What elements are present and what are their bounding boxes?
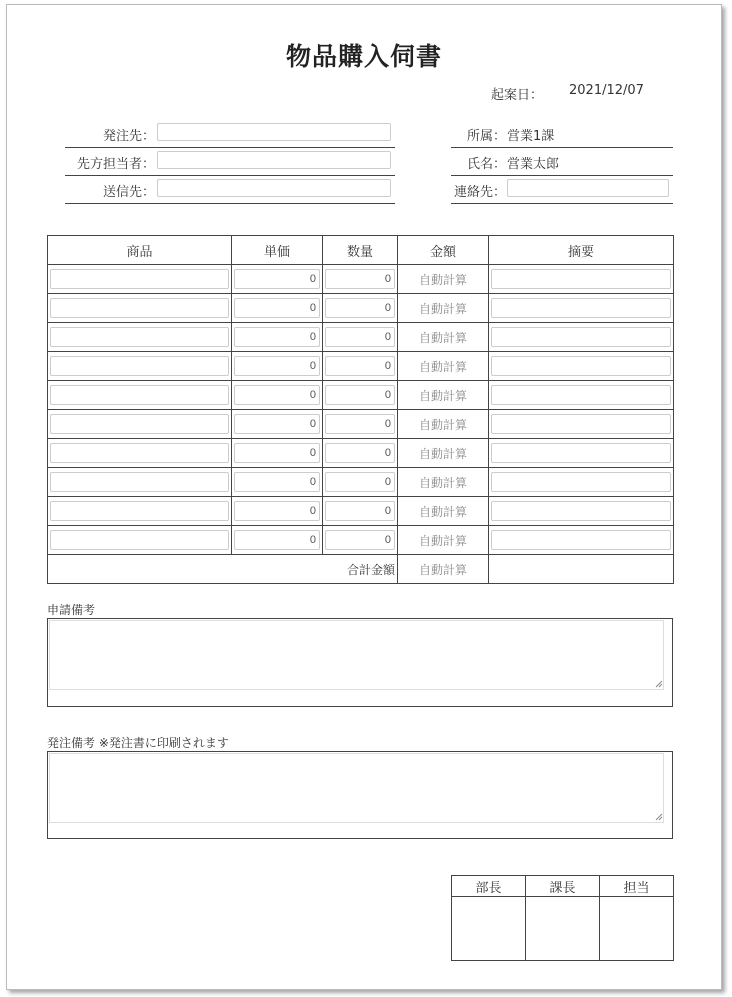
note-input[interactable] (491, 356, 671, 376)
header-product: 商品 (48, 236, 232, 265)
approval-stamp-manager (526, 897, 600, 961)
unit-price-cell (232, 497, 323, 526)
quantity-input[interactable] (325, 530, 395, 550)
note-cell (489, 497, 674, 526)
unit-price-input[interactable] (234, 269, 320, 289)
note-input[interactable] (491, 443, 671, 463)
amount-cell: 自動計算 (398, 323, 489, 352)
total-label: 合計金額 (48, 555, 398, 584)
note-cell (489, 323, 674, 352)
product-input[interactable] (50, 414, 229, 434)
name-label: 氏名： (466, 157, 506, 172)
contact-row (451, 175, 673, 204)
quantity-input[interactable] (325, 501, 395, 521)
note-cell (489, 265, 674, 294)
product-cell (48, 381, 232, 410)
table-row (48, 497, 674, 526)
approval-table (451, 875, 674, 961)
note-input[interactable] (491, 501, 671, 521)
items-table (47, 235, 674, 584)
quantity-cell (323, 410, 398, 439)
note-cell (489, 352, 674, 381)
note-input[interactable] (491, 269, 671, 289)
unit-price-cell (232, 294, 323, 323)
unit-price-input[interactable] (234, 443, 320, 463)
header-note: 摘要 (489, 236, 674, 265)
quantity-input[interactable] (325, 385, 395, 405)
approval-header-director: 部長 (452, 876, 526, 897)
product-cell (48, 352, 232, 381)
resize-grip-icon[interactable] (655, 680, 663, 688)
department-row (451, 119, 673, 148)
note-input[interactable] (491, 472, 671, 492)
product-input[interactable] (50, 385, 229, 405)
contact-input[interactable] (507, 179, 669, 197)
unit-price-cell (232, 323, 323, 352)
unit-price-cell (232, 352, 323, 381)
quantity-input[interactable] (325, 443, 395, 463)
table-row (48, 410, 674, 439)
amount-cell: 自動計算 (398, 439, 489, 468)
date-label: 起案日： (491, 88, 544, 103)
unit-price-cell (232, 526, 323, 555)
quantity-input[interactable] (325, 356, 395, 376)
quantity-cell (323, 352, 398, 381)
amount-cell: 自動計算 (398, 352, 489, 381)
approval-header-row (452, 876, 674, 897)
table-row (48, 468, 674, 497)
order-remarks-textarea[interactable] (49, 753, 664, 823)
supplier-row (65, 119, 395, 148)
unit-price-input[interactable] (234, 501, 320, 521)
quantity-input[interactable] (325, 269, 395, 289)
quantity-cell (323, 323, 398, 352)
header-unit-price: 単価 (232, 236, 323, 265)
table-row (48, 352, 674, 381)
order-remarks-box (47, 751, 673, 839)
note-cell (489, 294, 674, 323)
product-cell (48, 294, 232, 323)
items-header-row (48, 236, 674, 265)
note-input[interactable] (491, 327, 671, 347)
application-remarks-textarea[interactable] (49, 620, 664, 690)
note-cell (489, 381, 674, 410)
product-cell (48, 526, 232, 555)
contact-label: 連絡先： (453, 185, 506, 200)
unit-price-input[interactable] (234, 298, 320, 318)
department-value: 営業1課 (507, 129, 555, 144)
note-input[interactable] (491, 385, 671, 405)
unit-price-cell (232, 381, 323, 410)
name-row (451, 147, 673, 176)
table-row (48, 381, 674, 410)
contact-person-input[interactable] (157, 151, 391, 169)
quantity-input[interactable] (325, 414, 395, 434)
approval-stamp-row (452, 897, 674, 961)
unit-price-input[interactable] (234, 356, 320, 376)
product-input[interactable] (50, 530, 229, 550)
note-input[interactable] (491, 298, 671, 318)
total-blank-cell (489, 555, 674, 584)
product-input[interactable] (50, 501, 229, 521)
approval-stamp-director (452, 897, 526, 961)
quantity-cell (323, 468, 398, 497)
table-row (48, 265, 674, 294)
table-row (48, 526, 674, 555)
product-cell (48, 323, 232, 352)
unit-price-cell (232, 468, 323, 497)
document-page (6, 4, 722, 990)
supplier-label: 発注先： (102, 129, 155, 144)
resize-grip-icon[interactable] (655, 813, 663, 821)
product-cell (48, 497, 232, 526)
approval-header-staff: 担当 (600, 876, 674, 897)
table-row (48, 439, 674, 468)
note-input[interactable] (491, 530, 671, 550)
quantity-cell (323, 381, 398, 410)
unit-price-cell (232, 265, 323, 294)
quantity-cell (323, 294, 398, 323)
note-cell (489, 468, 674, 497)
quantity-cell (323, 526, 398, 555)
product-input[interactable] (50, 443, 229, 463)
quantity-input[interactable] (325, 298, 395, 318)
amount-cell: 自動計算 (398, 381, 489, 410)
product-input[interactable] (50, 269, 229, 289)
product-cell (48, 468, 232, 497)
product-cell (48, 265, 232, 294)
note-cell (489, 439, 674, 468)
header-amount: 金額 (398, 236, 489, 265)
amount-cell: 自動計算 (398, 497, 489, 526)
quantity-input[interactable] (325, 327, 395, 347)
supplier-input[interactable] (157, 123, 391, 141)
amount-cell: 自動計算 (398, 468, 489, 497)
unit-price-input[interactable] (234, 385, 320, 405)
product-input[interactable] (50, 327, 229, 347)
date-value: 2021/12/07 (569, 83, 644, 98)
product-input[interactable] (50, 298, 229, 318)
page-title: 物品購入伺書 (285, 42, 442, 71)
quantity-cell (323, 439, 398, 468)
product-cell (48, 439, 232, 468)
unit-price-input[interactable] (234, 472, 320, 492)
total-row (48, 555, 674, 584)
note-cell (489, 410, 674, 439)
note-cell (489, 526, 674, 555)
header-quantity: 数量 (323, 236, 398, 265)
unit-price-cell (232, 410, 323, 439)
amount-cell: 自動計算 (398, 526, 489, 555)
quantity-cell (323, 265, 398, 294)
application-remarks-box (47, 618, 673, 707)
contact-person-label: 先方担当者： (76, 157, 155, 172)
amount-cell: 自動計算 (398, 294, 489, 323)
application-remarks-label: 申請備考 (47, 603, 96, 617)
product-cell (48, 410, 232, 439)
contact-person-row (65, 147, 395, 176)
send-to-input[interactable] (157, 179, 391, 197)
amount-cell: 自動計算 (398, 410, 489, 439)
amount-cell: 自動計算 (398, 265, 489, 294)
send-to-label: 送信先： (102, 185, 155, 200)
approval-header-manager: 課長 (526, 876, 600, 897)
name-value: 営業太郎 (507, 157, 560, 172)
unit-price-input[interactable] (234, 414, 320, 434)
department-label: 所属： (466, 129, 506, 144)
quantity-input[interactable] (325, 472, 395, 492)
table-row (48, 294, 674, 323)
total-amount: 自動計算 (398, 555, 489, 584)
unit-price-cell (232, 439, 323, 468)
product-input[interactable] (50, 472, 229, 492)
unit-price-input[interactable] (234, 327, 320, 347)
approval-stamp-staff (600, 897, 674, 961)
order-remarks-label: 発注備考 ※発注書に印刷されます (47, 736, 229, 750)
quantity-cell (323, 497, 398, 526)
note-input[interactable] (491, 414, 671, 434)
table-row (48, 323, 674, 352)
product-input[interactable] (50, 356, 229, 376)
unit-price-input[interactable] (234, 530, 320, 550)
send-to-row (65, 175, 395, 204)
